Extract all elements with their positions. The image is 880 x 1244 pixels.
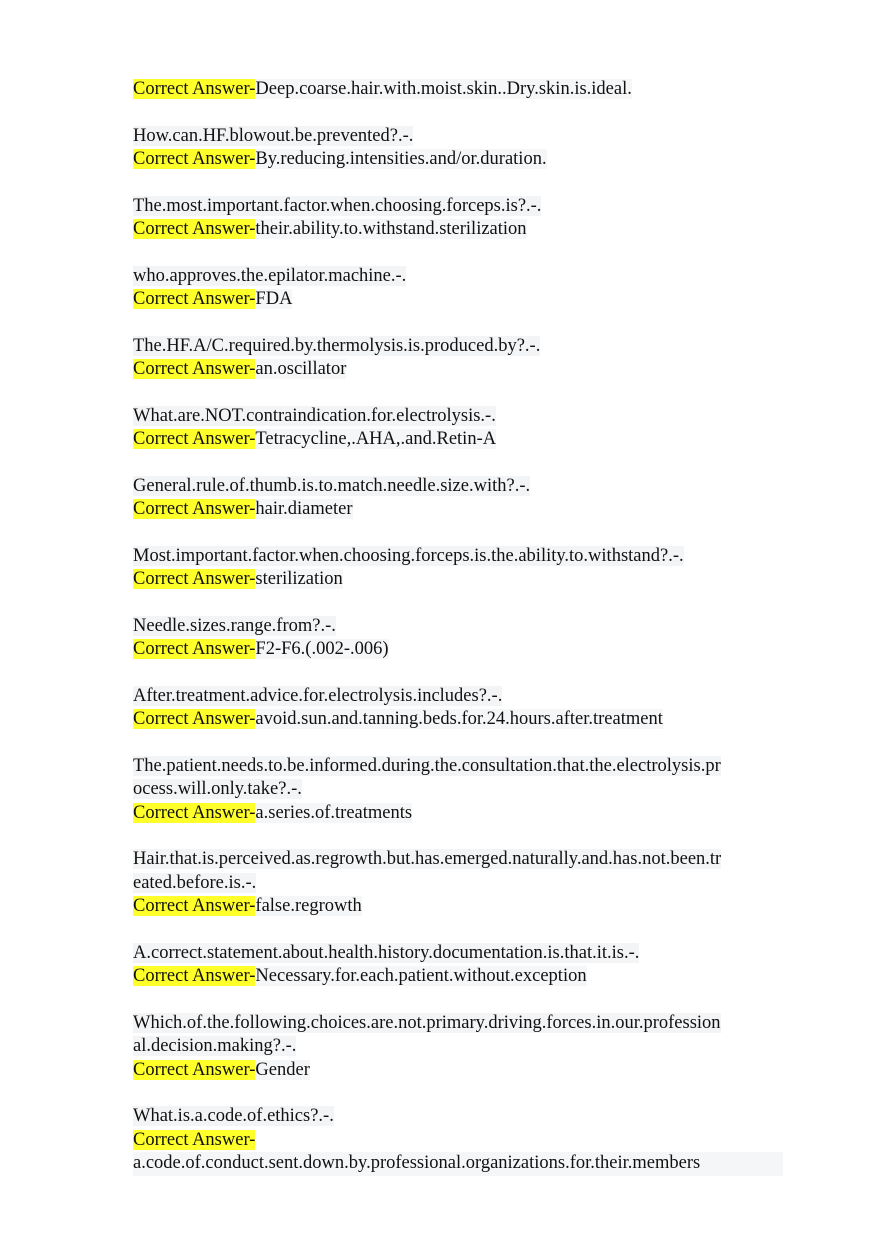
question-text: What.are.NOT.contraindication.for.electrolysis.-. <box>133 405 496 426</box>
question-line <box>133 615 783 639</box>
answer-line <box>133 965 783 989</box>
answer-text: sterilization <box>255 569 343 589</box>
answer-line <box>133 358 783 382</box>
qa-item-14 <box>133 1012 783 1083</box>
answer-text: Deep.coarse.hair.with.moist.skin..Dry.skin.is.ideal. <box>255 79 632 99</box>
answer-label: Correct Answer- <box>133 1059 256 1080</box>
qa-item-12 <box>133 848 783 919</box>
question-text: A.correct.statement.about.health.history.documentation.is.that.it.is.-. <box>133 942 640 963</box>
answer-label: Correct Answer- <box>133 149 256 169</box>
question-line <box>133 265 783 289</box>
answer-line <box>133 428 783 452</box>
question-line <box>133 848 783 895</box>
answer-text: a.code.of.conduct.sent.down.by.professional.organizations.for.their.members <box>133 1152 783 1176</box>
question-line <box>133 335 783 359</box>
answer-label: Correct Answer- <box>133 639 256 659</box>
answer-label: Correct Answer- <box>133 289 256 309</box>
answer-line <box>133 895 783 919</box>
answer-text: Necessary.for.each.patient.without.exception <box>255 966 587 986</box>
answer-label: Correct Answer- <box>133 79 256 99</box>
answer-line <box>133 78 783 102</box>
answer-label: Correct Answer- <box>133 802 256 823</box>
qa-item-5 <box>133 335 783 382</box>
answer-line <box>133 802 783 826</box>
answer-text: Tetracycline,.AHA,.and.Retin-A <box>255 429 497 449</box>
qa-item-15 <box>133 1105 783 1176</box>
qa-item-7 <box>133 475 783 522</box>
answer-text: F2-F6.(.002-.006) <box>255 639 389 659</box>
qa-item-4 <box>133 265 783 312</box>
question-text: After.treatment.advice.for.electrolysis.includes?.-. <box>133 685 503 706</box>
question-text: Needle.sizes.range.from?.-. <box>133 615 336 636</box>
qa-item-2 <box>133 125 783 172</box>
question-line <box>133 405 783 429</box>
answer-line <box>133 1129 783 1176</box>
question-text: who.approves.the.epilator.machine.-. <box>133 265 407 286</box>
question-text: The.HF.A/C.required.by.thermolysis.is.produced.by?.-. <box>133 335 541 356</box>
answer-label: Correct Answer- <box>133 359 256 379</box>
answer-text: Gender <box>255 1059 310 1080</box>
answer-label: Correct Answer- <box>133 896 256 916</box>
qa-item-10 <box>133 685 783 732</box>
question-line <box>133 1012 783 1059</box>
answer-label: Correct Answer- <box>133 966 256 986</box>
answer-line <box>133 218 783 242</box>
answer-text: hair.diameter <box>255 499 353 519</box>
answer-line <box>133 1059 783 1083</box>
answer-line <box>133 638 783 662</box>
answer-line <box>133 568 783 592</box>
document-page <box>133 78 783 1199</box>
answer-text: an.oscillator <box>255 359 347 379</box>
qa-item-8 <box>133 545 783 592</box>
question-text: The.patient.needs.to.be.informed.during.the.consultation.that.the.electrolysis.pr ocess.will.only.take?.-. <box>133 755 721 799</box>
answer-line <box>133 708 783 732</box>
answer-text: a.series.of.treatments <box>255 802 413 823</box>
answer-label: Correct Answer- <box>133 709 256 729</box>
qa-item-11 <box>133 755 783 826</box>
question-text: Hair.that.is.perceived.as.regrowth.but.has.emerged.naturally.and.has.not.been.tr eated.before.is.-. <box>133 849 722 893</box>
qa-item-9 <box>133 615 783 662</box>
question-line <box>133 545 783 569</box>
question-line <box>133 685 783 709</box>
question-line <box>133 475 783 499</box>
answer-text: false.regrowth <box>255 896 362 916</box>
qa-item-3 <box>133 195 783 242</box>
question-line <box>133 1105 783 1129</box>
question-line <box>133 755 783 802</box>
qa-item-1 <box>133 78 783 102</box>
qa-item-6 <box>133 405 783 452</box>
question-line <box>133 125 783 149</box>
question-line <box>133 195 783 219</box>
question-text: The.most.important.factor.when.choosing.forceps.is?.-. <box>133 195 542 216</box>
answer-text: By.reducing.intensities.and/or.duration. <box>255 149 547 169</box>
qa-item-13 <box>133 942 783 989</box>
answer-label: Correct Answer- <box>133 429 256 449</box>
answer-label: Correct Answer- <box>133 499 256 519</box>
question-text: Which.of.the.following.choices.are.not.primary.driving.forces.in.our.profession al.decision.making?.-. <box>133 1012 721 1056</box>
question-line <box>133 942 783 966</box>
answer-text: avoid.sun.and.tanning.beds.for.24.hours.after.treatment <box>255 709 663 729</box>
answer-text: their.ability.to.withstand.sterilization <box>255 219 527 239</box>
question-text: Most.important.factor.when.choosing.forceps.is.the.ability.to.withstand?.-. <box>133 545 684 566</box>
answer-label: Correct Answer- <box>133 219 256 239</box>
answer-text: FDA <box>255 289 293 309</box>
question-text: General.rule.of.thumb.is.to.match.needle.size.with?.-. <box>133 475 531 496</box>
answer-label: Correct Answer- <box>133 1129 256 1150</box>
question-text: How.can.HF.blowout.be.prevented?.-. <box>133 125 414 146</box>
answer-line <box>133 148 783 172</box>
question-text: What.is.a.code.of.ethics?.-. <box>133 1106 334 1126</box>
answer-label: Correct Answer- <box>133 569 256 589</box>
answer-line <box>133 498 783 522</box>
answer-line <box>133 288 783 312</box>
